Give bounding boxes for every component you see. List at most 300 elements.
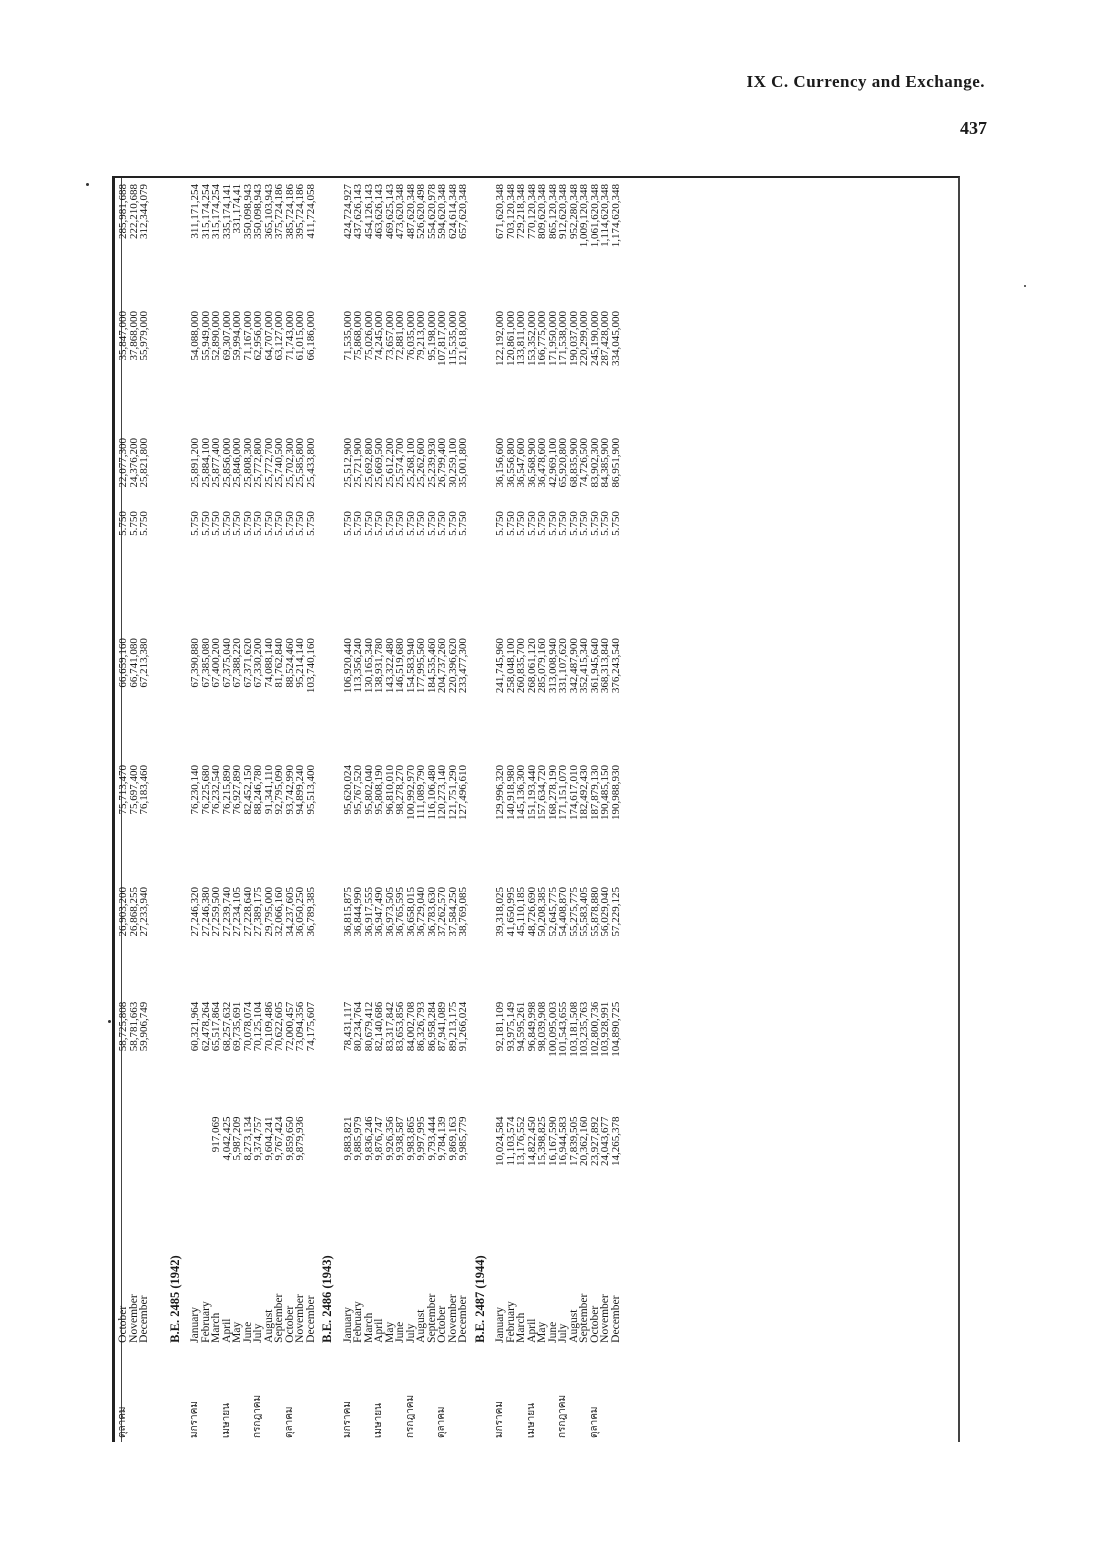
table-cell: 101,543,655 [557, 1001, 569, 1057]
table-cell: 17,839,505 [567, 1116, 580, 1166]
table-cell: 5.750 [515, 511, 527, 536]
table-cell: 437,626,143 [352, 184, 364, 239]
table-cell: 8,273,134 [241, 1116, 254, 1161]
table-cell: 54,088,000 [189, 311, 201, 361]
table-cell: 129,996,320 [494, 765, 506, 820]
table-cell: 5.750 [404, 511, 417, 536]
year-spacer [164, 1347, 191, 1442]
table-cell: 184,535,460 [425, 638, 438, 694]
table-cell: 473,620,348 [394, 184, 406, 239]
table-cell: 62,956,000 [252, 311, 264, 361]
table-cell: 48,726,690 [525, 887, 538, 937]
table-cell: 103,740,160 [304, 638, 317, 694]
table-cell: 25,772,700 [262, 437, 275, 488]
table-cell: 127,496,610 [457, 765, 469, 820]
table-cell: 5.750 [283, 511, 296, 536]
table-cell: 80,234,764 [352, 1001, 364, 1052]
table-cell: 171,950,000 [546, 311, 559, 367]
month-label: March [515, 1312, 527, 1343]
table-cell: 5.750 [220, 511, 233, 536]
table-cell: 5.750 [210, 511, 222, 536]
table-cell: 93,975,149 [504, 1001, 517, 1052]
table-cell: 5.750 [252, 511, 264, 536]
table-cell: 9,876,747 [373, 1116, 385, 1161]
table-row [537, 180, 548, 1442]
month-label: August [567, 1309, 580, 1343]
table-row [416, 180, 427, 1442]
table-cell: 594,620,348 [436, 184, 448, 239]
table-cell: 361,945,640 [588, 638, 601, 694]
table-cell: 59,906,749 [138, 1001, 150, 1052]
table-cell: 83,902,300 [588, 437, 601, 488]
table-cell: 37,262,570 [436, 887, 448, 937]
table-cell: 36,844,990 [352, 887, 364, 937]
table-cell: 5.750 [546, 511, 559, 536]
table-cell: 66,741,080 [127, 638, 140, 688]
table-cell: 82,140,686 [373, 1001, 385, 1052]
table-cell: 64,707,000 [262, 311, 275, 361]
table-cell: 25,821,800 [138, 437, 150, 488]
table-cell: 73,094,356 [294, 1001, 306, 1052]
table-cell: 5.750 [362, 511, 375, 536]
table-cell: 463,626,143 [373, 184, 385, 239]
table-cell: 96,810,010 [383, 765, 396, 815]
table-cell: 5.750 [138, 511, 150, 536]
table-cell: 865,120,348 [546, 184, 559, 239]
table-cell: 76,232,540 [210, 765, 222, 815]
table-cell: 220,299,000 [578, 311, 590, 367]
thai-month-label [211, 1347, 222, 1442]
table-cell: 171,538,000 [557, 311, 569, 367]
month-label: November [599, 1294, 611, 1343]
table-cell: 84,385,900 [599, 437, 611, 488]
table-cell: 102,800,736 [588, 1001, 601, 1057]
table-cell: 25,669,500 [373, 437, 385, 488]
table-cell: 312,344,079 [138, 184, 150, 239]
currency-table [118, 180, 621, 1442]
table-cell: 113,356,240 [352, 638, 364, 693]
table-cell: 36,658,015 [404, 887, 417, 937]
table-cell: 27,389,175 [252, 887, 264, 937]
table-cell: 154,583,940 [404, 638, 417, 694]
table-cell: 36,547,600 [515, 437, 527, 488]
table-cell: 171,151,070 [557, 765, 569, 820]
table-cell: 27,233,940 [138, 887, 150, 937]
table-cell: 9,997,995 [415, 1116, 427, 1161]
table-cell: 554,620,978 [425, 184, 438, 239]
table-cell: 285,079,160 [536, 638, 548, 694]
table-cell [129, 1112, 140, 1244]
table-row [558, 180, 569, 1442]
table-cell: 122,192,000 [494, 311, 506, 367]
table-cell: 36,568,900 [525, 437, 538, 488]
table-cell: 30,259,100 [446, 437, 459, 488]
table-cell: 190,988,930 [609, 765, 622, 820]
table-cell: 72,881,000 [394, 311, 406, 361]
table-cell: 411,724,058 [304, 184, 317, 239]
year-heading: B.E. 2487 (1944) [472, 1255, 487, 1343]
table-cell: 94,899,240 [294, 765, 306, 815]
table-cell: 166,775,000 [536, 311, 548, 367]
section-title: IX C. Currency and Exchange. [746, 72, 985, 91]
table-cell: 87,941,089 [436, 1001, 448, 1052]
table-cell: 74,175,607 [304, 1001, 317, 1052]
table-cell: 454,126,143 [362, 184, 375, 239]
table-cell: 5.750 [525, 511, 538, 536]
table-cell: 67,371,620 [241, 638, 254, 688]
table-cell: 70,109,486 [262, 1001, 275, 1052]
table-cell: 55,583,405 [578, 887, 590, 937]
table-cell: 37,584,250 [446, 887, 459, 937]
table-cell: 222,210,688 [127, 184, 140, 239]
thai-month-label: ตุลาคม [436, 1406, 447, 1438]
table-cell: 36,947,490 [373, 887, 385, 937]
table-cell: 4,042,425 [220, 1116, 233, 1161]
table-cell: 36,765,595 [394, 887, 406, 937]
thai-month-label [353, 1347, 364, 1442]
table-cell: 95,198,000 [425, 311, 438, 361]
year-heading-row [316, 180, 343, 1442]
table-cell: 103,928,991 [599, 1001, 611, 1057]
table-cell: 177,995,560 [415, 638, 427, 694]
table-cell: 146,519,680 [394, 638, 406, 694]
table-cell: 89,213,175 [446, 1001, 459, 1052]
table-cell: 116,106,480 [425, 765, 438, 820]
table-cell: 5.750 [273, 511, 285, 536]
table-cell: 365,103,943 [262, 184, 275, 239]
thai-month-label [569, 1347, 580, 1442]
table-cell: 350,098,943 [241, 184, 254, 239]
table-cell: 9,784,139 [436, 1116, 448, 1161]
table-cell: 86,958,284 [425, 1001, 438, 1052]
table-row [395, 180, 406, 1442]
table-cell: 9,883,821 [341, 1116, 354, 1161]
thai-month-label: ตุลาคม [588, 1406, 600, 1438]
table-cell: 86,326,793 [415, 1001, 427, 1052]
table-cell: 103,181,508 [567, 1001, 580, 1057]
month-label: May [231, 1321, 243, 1343]
table-cell: 26,903,200 [117, 887, 129, 937]
thai-month-label: เมษายน [373, 1403, 384, 1438]
table-cell: 952,280,348 [567, 184, 580, 239]
table-cell: 36,050,250 [294, 887, 306, 937]
table-cell: 57,229,125 [609, 887, 622, 937]
table-cell: 395,724,186 [294, 184, 306, 239]
table-cell: 729,218,348 [515, 184, 527, 239]
rotated-table [118, 180, 954, 1442]
table-cell: 39,318,025 [494, 887, 506, 937]
table-cell: 80,679,412 [362, 1001, 375, 1052]
month-label: April [373, 1318, 385, 1343]
table-cell [306, 1112, 317, 1244]
table-cell: 36,478,600 [536, 437, 548, 488]
table-cell: 25,512,900 [341, 437, 354, 488]
table-cell: 9,836,246 [362, 1116, 375, 1161]
table-cell: 27,259,500 [210, 887, 222, 937]
month-label: December [609, 1295, 622, 1343]
table-cell: 315,174,254 [210, 184, 222, 239]
table-cell: 100,095,003 [546, 1001, 559, 1057]
table-cell: 98,039,908 [536, 1001, 548, 1052]
table-cell: 66,186,000 [304, 311, 317, 361]
table-cell: 71,743,000 [283, 311, 296, 361]
month-label: June [241, 1321, 254, 1343]
table-cell: 25,856,000 [220, 437, 233, 488]
table-cell: 204,737,260 [436, 638, 448, 694]
thai-month-label: มกราคม [341, 1401, 353, 1438]
table-cell: 60,321,964 [189, 1001, 201, 1052]
table-cell: 5.750 [127, 511, 140, 536]
table-cell: 25,884,100 [199, 437, 212, 488]
year-heading-row [469, 180, 496, 1442]
table-cell: 107,817,000 [436, 311, 448, 367]
table-cell: 76,225,680 [199, 765, 212, 815]
thai-month-label [458, 1347, 469, 1442]
thai-month-label: กรกฎาคม [557, 1394, 568, 1438]
table-cell: 5.750 [383, 511, 396, 536]
table-cell: 25,692,800 [362, 437, 375, 488]
month-label: November [127, 1294, 140, 1343]
table-cell: 24,376,200 [127, 437, 140, 488]
table-row [458, 180, 469, 1442]
table-row [274, 180, 285, 1442]
month-label: October [436, 1305, 448, 1343]
month-label: March [210, 1312, 222, 1343]
table-cell: 56,029,040 [599, 887, 611, 937]
table-cell: 5.750 [567, 511, 580, 536]
table-cell: 13,176,552 [515, 1116, 527, 1166]
scan-speck [1024, 285, 1026, 287]
table-cell: 25,877,400 [210, 437, 222, 488]
table-cell: 5.750 [341, 511, 354, 536]
table-cell: 5.750 [609, 511, 622, 536]
thai-month-label [600, 1347, 611, 1442]
month-label: July [404, 1323, 417, 1343]
table-cell: 25,268,100 [404, 437, 417, 488]
table-cell: 121,618,000 [457, 311, 469, 367]
table-cell: 26,799,400 [436, 437, 448, 488]
table-cell: 182,492,430 [578, 765, 590, 820]
table-cell: 27,246,380 [199, 887, 212, 937]
table-row [600, 180, 611, 1442]
table-cell: 69,307,000 [220, 311, 233, 361]
table-cell: 5.750 [373, 511, 385, 536]
table-cell: 368,313,840 [599, 638, 611, 694]
table-cell: 103,235,763 [578, 1001, 590, 1057]
table-cell: 37,868,000 [127, 311, 140, 361]
table-cell: 1,114,620,348 [599, 184, 611, 247]
table-cell: 15,398,825 [536, 1116, 548, 1166]
table-cell: 9,604,241 [262, 1116, 275, 1161]
thai-month-label: เมษายน [220, 1403, 232, 1438]
month-label: September [273, 1293, 285, 1343]
month-label: January [341, 1307, 354, 1343]
table-cell: 35,847,000 [117, 311, 129, 361]
table-cell: 9,374,757 [252, 1116, 264, 1161]
table-cell: 25,262,600 [415, 437, 427, 488]
table-cell: 88,246,780 [252, 765, 264, 815]
table-cell: 5.750 [425, 511, 438, 536]
thai-month-label [274, 1347, 285, 1442]
table-cell: 42,969,100 [546, 437, 559, 488]
table-cell: 55,275,775 [567, 887, 580, 937]
table-cell: 63,127,000 [273, 311, 285, 361]
table-cell: 334,045,000 [609, 311, 622, 367]
table-cell: 5.750 [588, 511, 601, 536]
table-cell: 67,400,200 [210, 638, 222, 688]
table-cell: 1,174,620,348 [609, 184, 622, 248]
table-cell: 5.750 [494, 511, 506, 536]
table-cell: 72,000,457 [283, 1001, 296, 1052]
month-label: January [494, 1307, 506, 1343]
month-label: June [394, 1321, 406, 1343]
table-cell: 285,981,688 [117, 184, 129, 239]
table-cell: 5.750 [294, 511, 306, 536]
table-cell: 287,428,000 [599, 311, 611, 367]
table-cell: 268,061,120 [525, 638, 538, 694]
table-cell: 657,620,348 [457, 184, 469, 239]
table-cell: 74,726,500 [578, 437, 590, 488]
table-cell: 55,949,000 [199, 311, 212, 361]
year-spacer [469, 1347, 496, 1442]
month-label: October [588, 1305, 601, 1343]
table-cell: 88,524,460 [283, 638, 296, 688]
year-heading-row [164, 180, 191, 1442]
table-cell: 258,048,100 [504, 638, 517, 694]
table-cell: 59,994,000 [231, 311, 243, 361]
table-row [118, 180, 129, 1442]
table-cell: 69,735,691 [231, 1001, 243, 1052]
table-cell: 23,927,892 [588, 1116, 601, 1166]
page-number: 437 [960, 118, 987, 138]
thai-month-label [611, 1347, 622, 1442]
thai-month-label [516, 1347, 527, 1442]
table-cell: 96,849,998 [525, 1001, 538, 1052]
month-label: April [220, 1318, 233, 1343]
month-label: July [557, 1323, 569, 1343]
table-cell [139, 1112, 150, 1244]
table-cell: 68,257,632 [220, 1001, 233, 1052]
table-cell: 76,035,000 [404, 311, 417, 361]
table-cell: 45,110,185 [515, 887, 527, 937]
table-cell: 25,846,000 [231, 437, 243, 488]
thai-month-label [579, 1347, 590, 1442]
table-cell: 25,433,800 [304, 437, 317, 488]
table-cell: 5.750 [262, 511, 275, 536]
table-cell: 424,724,927 [341, 184, 354, 239]
table-cell: 220,396,620 [446, 638, 459, 694]
table-cell: 67,330,200 [252, 638, 264, 688]
table-row [190, 180, 201, 1442]
table-cell: 55,878,880 [588, 887, 601, 937]
table-row [211, 180, 222, 1442]
group-gap [150, 180, 164, 1442]
table-cell: 25,585,800 [294, 437, 306, 488]
table-cell: 62,478,264 [199, 1001, 212, 1052]
table-row [295, 180, 306, 1442]
table-cell: 65,920,800 [557, 437, 569, 488]
table-cell: 73,657,000 [383, 311, 396, 361]
month-label: September [425, 1293, 438, 1343]
table-cell: 376,243,540 [609, 638, 622, 694]
table-cell: 71,167,000 [241, 311, 254, 361]
table-cell [118, 1112, 129, 1244]
table-row [374, 180, 385, 1442]
table-cell: 91,266,024 [457, 1001, 469, 1052]
table-row [253, 180, 264, 1442]
table-cell: 36,973,505 [383, 887, 396, 937]
month-label: December [457, 1295, 469, 1343]
table-cell: 145,136,300 [515, 765, 527, 820]
table-cell: 76,215,890 [220, 765, 233, 815]
thai-month-label [264, 1347, 275, 1442]
table-cell: 75,713,470 [117, 765, 129, 815]
table-cell: 9,985,779 [457, 1116, 469, 1161]
table-cell: 74,088,140 [262, 638, 275, 688]
table-cell: 25,740,500 [273, 437, 285, 488]
table-cell: 5.750 [415, 511, 427, 536]
month-label: February [352, 1301, 364, 1343]
table-cell: 67,388,220 [231, 638, 243, 688]
table-cell: 138,931,780 [373, 638, 385, 694]
table-cell: 75,026,000 [362, 311, 375, 361]
table-row [516, 180, 527, 1442]
table-cell: 95,802,040 [362, 765, 375, 815]
table-cell: 385,724,186 [283, 184, 296, 239]
thai-month-label [537, 1347, 548, 1442]
table-cell: 67,385,080 [199, 638, 212, 688]
table-cell: 25,721,900 [352, 437, 364, 488]
month-label: October [283, 1305, 296, 1343]
table-cell: 27,234,105 [231, 887, 243, 937]
table-cell: 11,103,574 [504, 1116, 517, 1166]
table-cell: 1,009,120,348 [578, 184, 590, 248]
table-cell: 9,793,444 [425, 1116, 438, 1161]
table-cell: 342,487,900 [567, 638, 580, 694]
table-cell: 140,918,980 [504, 765, 517, 820]
table-cell: 84,002,708 [404, 1001, 417, 1052]
table-cell: 153,352,000 [525, 311, 538, 367]
table-cell: 61,015,000 [294, 311, 306, 361]
table-cell: 233,477,300 [457, 638, 469, 694]
table-cell: 487,620,348 [404, 184, 417, 239]
table-cell: 25,574,700 [394, 437, 406, 488]
table-cell: 79,213,000 [415, 311, 427, 361]
table-cell: 120,273,140 [436, 765, 448, 820]
table-row [139, 180, 150, 1442]
table-cell: 27,246,320 [189, 887, 201, 937]
table-cell: 25,772,800 [252, 437, 264, 488]
table-cell: 70,125,104 [252, 1001, 264, 1052]
thai-month-label [295, 1347, 306, 1442]
group-gap-cell [150, 180, 164, 1442]
table-cell: 375,724,186 [273, 184, 285, 239]
table-cell: 83,317,842 [383, 1001, 396, 1052]
table-cell: 703,120,348 [504, 184, 517, 239]
table-cell: 95,808,190 [373, 765, 385, 815]
table-cell: 5.750 [446, 511, 459, 536]
table-cell: 82,452,150 [241, 765, 254, 815]
month-label: August [415, 1309, 427, 1343]
table-cell: 121,751,290 [446, 765, 459, 820]
table-cell: 331,174,41 [231, 184, 243, 234]
table-cell: 104,890,725 [609, 1001, 622, 1057]
thai-month-label [129, 1347, 140, 1442]
table-cell: 168,278,190 [546, 765, 559, 820]
table-cell: 9,869,163 [446, 1116, 459, 1161]
table-cell: 34,237,605 [283, 887, 296, 937]
month-label: December [304, 1295, 317, 1343]
